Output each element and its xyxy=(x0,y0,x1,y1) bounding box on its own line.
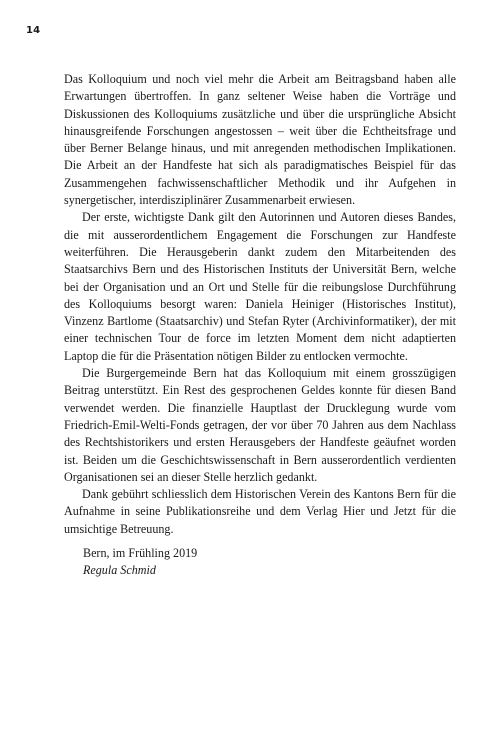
paragraph-2: Der erste, wichtigste Dank gilt den Autorinnen und Autoren dieses Bandes, die mit ausserordentlichem Engagement die Forschungen zur Handfeste weiterführen. Die Herausgeberin dankt zudem den Mitarbeitenden des Staatsarchivs Bern und des Historischen Instituts der Universität Bern, welche bei der Organisation und an Ort und Stelle für die reibungslose Durchführung des Kolloquiums besorgt waren: Daniela Heiniger (Historisches Institut), Vinzenz Bartlome (Staatsarchiv) und Stefan Ryter (Archivinformatiker), der mit einer technischen Tour de force im letzten Moment dem nicht adaptierten Laptop die für die Präsentation nötigen Bilder zu entlocken vermochte. xyxy=(64,210,456,363)
paragraph-1: Das Kolloquium und noch viel mehr die Arbeit am Beitragsband haben alle Erwartungen übertroffen. In ganz seltener Weise haben die Vorträge und Diskussionen des Kolloquiums zusätzliche und über die ursprüngliche Absicht hinausgreifende Forschungen angestossen – weit über die Echtheitsfrage und über Berner Belange hinaus, und mit anregenden methodischen Implikationen. Die Arbeit an der Handfeste hat sich als paradigmatisches Beispiel für das Zusammengehen fachwissenschaftlicher Methodik und ihr Aufgehen in synergetischer, interdisziplinärer Zusammenarbeit erwiesen. xyxy=(64,72,456,208)
signoff xyxy=(83,545,197,580)
paragraph-4: Dank gebührt schliesslich dem Historischen Verein des Kantons Bern für die Aufnahme in seine Publikationsreihe und dem Verlag Hier und Jetzt für die umsichtige Betreuung. xyxy=(64,487,456,536)
body-text xyxy=(64,71,456,538)
page-number: 14 xyxy=(26,25,41,36)
paragraph-3: Die Burgergemeinde Bern hat das Kolloquium mit einem grosszügigen Beitrag unterstützt. Ein Rest des gesprochenen Geldes konnte für diesen Band verwendet werden. Die finanzielle Hauptlast der Drucklegung wurde vom Friedrich-Emil-Welti-Fonds getragen, der vor über 70 Jahren aus dem Nachlass des Rechtshistorikers und ersten Herausgebers der Handfeste geäufnet worden ist. Beiden um die Geschichtswissenschaft in Bern ausserordentlich verdienten Organisationen sei an dieser Stelle herzlich gedankt. xyxy=(64,366,456,484)
signoff-place-date: Bern, im Frühling 2019 xyxy=(83,546,198,560)
signoff-author: Regula Schmid xyxy=(83,563,156,578)
